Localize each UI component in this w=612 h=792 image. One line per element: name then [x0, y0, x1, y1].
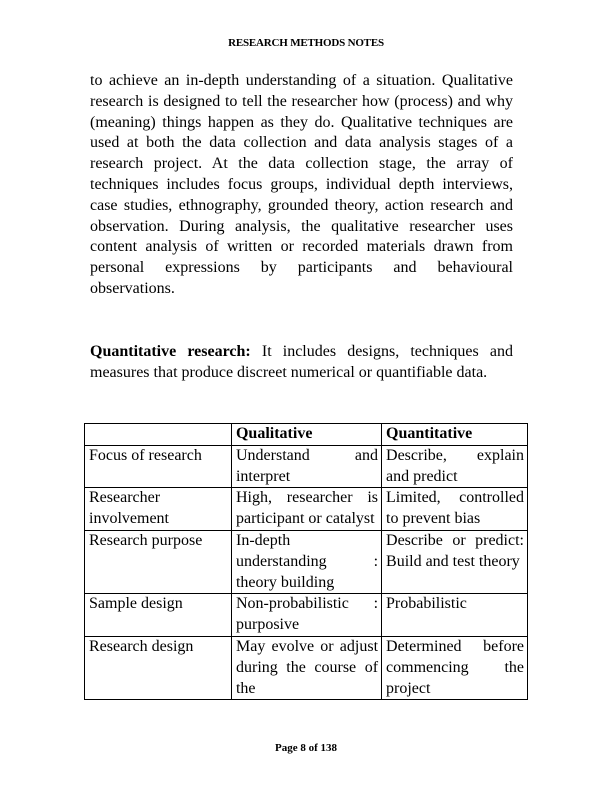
- table-row: [85, 530, 528, 593]
- comparison-table: [84, 423, 528, 700]
- qualitative-cell: Non-probabilistic : purposive: [231, 594, 381, 637]
- table-row: [85, 445, 528, 488]
- row-label: Focus of research: [85, 445, 232, 488]
- table-row: [85, 488, 528, 531]
- qualitative-cell: In-depth understanding : theory building: [231, 530, 381, 593]
- quantitative-cell: Describe or predict: Build and test theory: [382, 530, 528, 593]
- table-header-qualitative: Qualitative: [231, 424, 381, 446]
- row-label: Sample design: [85, 594, 232, 637]
- table-row: [85, 594, 528, 637]
- table-header-row: [85, 424, 528, 446]
- page-header: RESEARCH METHODS NOTES: [228, 37, 384, 49]
- row-label: Research design: [85, 636, 232, 699]
- row-label: Research purpose: [85, 530, 232, 593]
- paragraph-lead-heading: Quantitative research:: [90, 343, 251, 360]
- qualitative-cell: May evolve or adjust during the course of the: [231, 636, 381, 699]
- quantitative-paragraph: [90, 342, 513, 384]
- qualitative-cell: High, researcher is participant or catalyst: [231, 488, 381, 531]
- page-number: Page 8 of 138: [274, 742, 337, 754]
- quantitative-cell: Describe, explain and predict: [382, 445, 528, 488]
- body-paragraph: to achieve an in-depth understanding of a situation. Qualitative research is designed to tell the researcher how (process) and why (meaning) things happen as they do. Qualitative techniques are used at both the data collection and data analysis stages of a research project. At the data collection stage, the array of techniques includes focus groups, individual depth interviews, case studies, ethnography, grounded theory, action research and observation. During analysis, the qualitative researcher uses content analysis of written or recorded materials drawn from personal expressions by participants and behavioural observations.: [90, 72, 513, 297]
- paragraph-text: It includes designs, techniques and measures that produce discreet numerical or quantifiable data.: [90, 343, 513, 381]
- table-header-cell-blank: [85, 424, 232, 446]
- table-row: [85, 636, 528, 699]
- row-label: Researcher involvement: [85, 488, 232, 531]
- quantitative-cell: Limited, controlled to prevent bias: [382, 488, 528, 531]
- quantitative-cell: Determined before commencing the project: [382, 636, 528, 699]
- qualitative-cell: Understand and interpret: [231, 445, 381, 488]
- table-header-quantitative: Quantitative: [382, 424, 528, 446]
- quantitative-cell: Probabilistic: [382, 594, 528, 637]
